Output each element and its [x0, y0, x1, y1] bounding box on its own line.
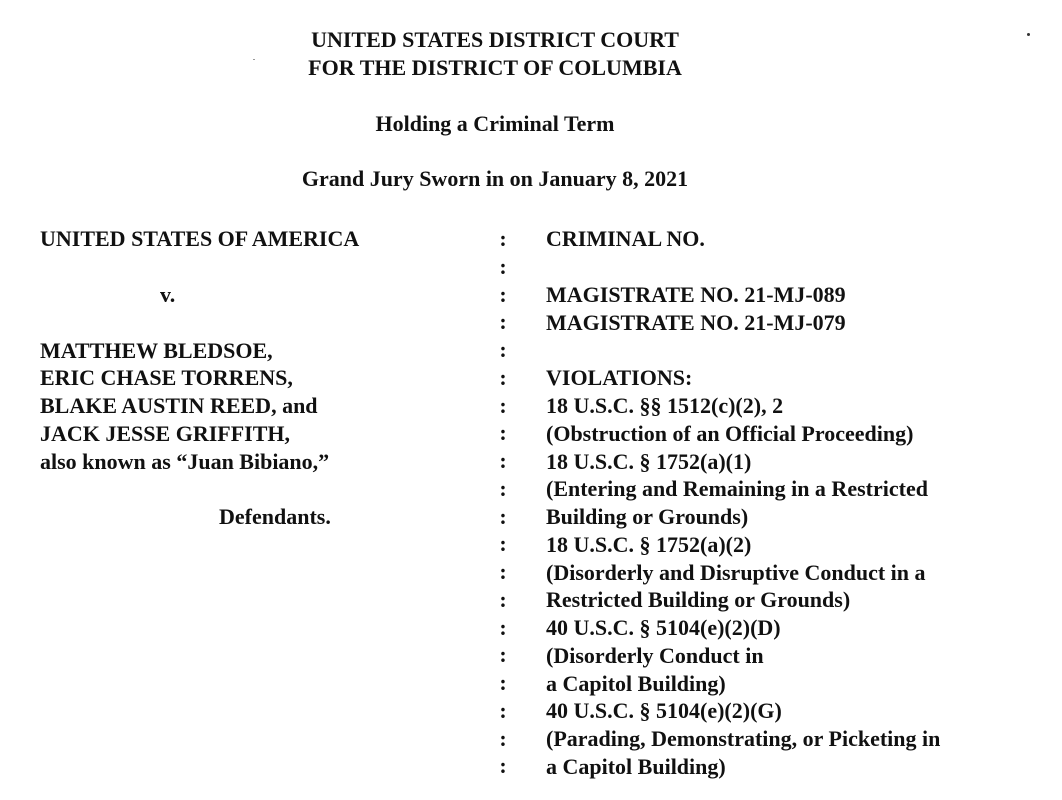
statute-citation: 40 U.S.C. § 5104(e)(2)(D): [546, 615, 781, 640]
offense-description: a Capitol Building): [546, 754, 726, 779]
statute-citation: 18 U.S.C. § 1752(a)(2): [546, 532, 752, 557]
offense-description: (Obstruction of an Official Proceeding): [546, 421, 914, 446]
violations-heading: VIOLATIONS:: [546, 365, 693, 390]
court-district: FOR THE DISTRICT OF COLUMBIA: [308, 55, 682, 80]
scan-speck: [253, 59, 255, 60]
defendant-name: ERIC CHASE TORRENS,: [40, 365, 293, 390]
caption-colon: :: [499, 226, 507, 251]
offense-description: Building or Grounds): [546, 504, 749, 529]
caption-colon: :: [499, 281, 507, 307]
caption-colon: :: [499, 670, 507, 695]
statute-citation: 40 U.S.C. § 5104(e)(2)(G): [546, 698, 782, 723]
caption-colon: :: [499, 253, 507, 279]
defendant-name: BLAKE AUSTIN REED, and: [40, 393, 318, 418]
court-name: UNITED STATES DISTRICT COURT: [311, 27, 679, 52]
caption-colon: :: [499, 614, 507, 640]
caption-colon: :: [499, 753, 507, 779]
caption-colon: :: [499, 337, 507, 362]
scan-speck: [1027, 33, 1030, 36]
caption-colon: :: [499, 531, 507, 557]
statute-citation: 18 U.S.C. § 1752(a)(1): [546, 449, 752, 474]
magistrate-number: MAGISTRATE NO. 21-MJ-089: [546, 282, 846, 307]
defendant-alias: also known as “Juan Bibiano,”: [40, 449, 330, 474]
defendants-label: Defendants.: [219, 504, 331, 529]
offense-description: (Parading, Demonstrating, or Picketing in: [546, 726, 941, 751]
caption-colon: :: [499, 364, 507, 390]
criminal-number-label: CRIMINAL NO.: [546, 226, 705, 251]
grand-jury-heading: Grand Jury Sworn in on January 8, 2021: [301, 166, 689, 191]
caption-colon: :: [499, 420, 507, 446]
caption-colon: :: [499, 392, 507, 418]
offense-description: a Capitol Building): [546, 671, 726, 696]
versus-label: v.: [160, 282, 176, 307]
offense-description: (Disorderly and Disruptive Conduct in a: [546, 560, 926, 585]
term-heading: Holding a Criminal Term: [375, 111, 615, 136]
defendant-name: JACK JESSE GRIFFITH,: [40, 421, 290, 446]
magistrate-number: MAGISTRATE NO. 21-MJ-079: [546, 310, 846, 335]
caption-colon: :: [499, 309, 507, 335]
caption-colon: :: [499, 697, 507, 723]
caption-colon: :: [499, 448, 507, 473]
offense-description: (Entering and Remaining in a Restricted: [546, 476, 928, 501]
statute-citation: 18 U.S.C. §§ 1512(c)(2), 2: [546, 393, 784, 418]
plaintiff-name: UNITED STATES OF AMERICA: [40, 226, 360, 251]
offense-description: (Disorderly Conduct in: [546, 643, 764, 668]
caption-colon: :: [499, 475, 507, 501]
caption-colon: :: [499, 642, 507, 668]
defendant-name: MATTHEW BLEDSOE,: [40, 338, 273, 363]
caption-colon: :: [499, 503, 507, 529]
caption-colon: :: [499, 725, 507, 751]
caption-colon: :: [499, 586, 507, 612]
offense-description: Restricted Building or Grounds): [546, 587, 851, 612]
caption-colon: :: [499, 559, 507, 584]
